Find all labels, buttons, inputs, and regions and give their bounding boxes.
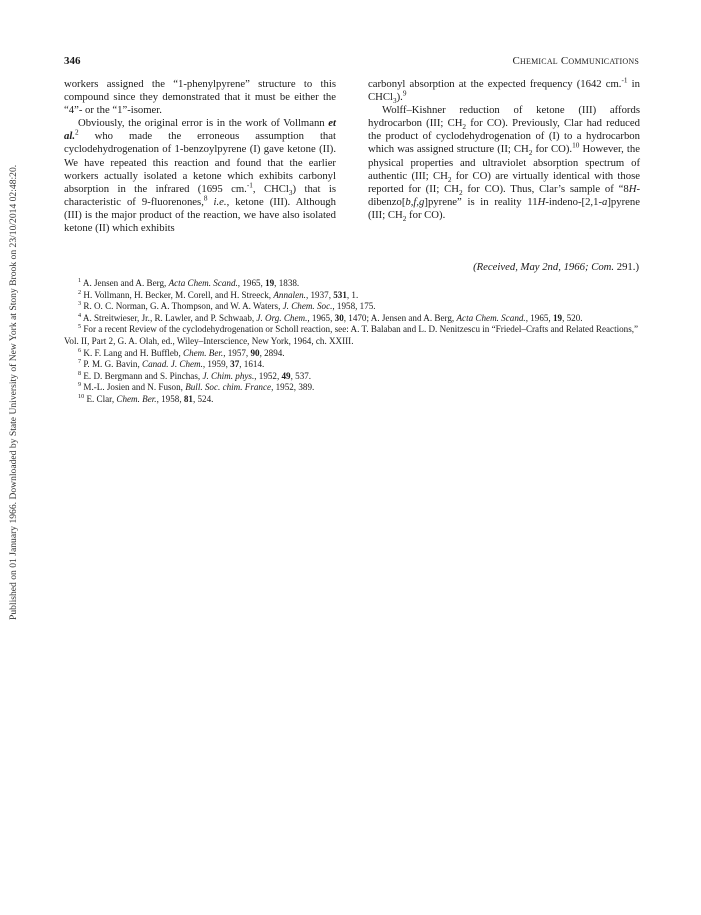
paragraph-text: Obviously, the original error is in the work of Vollmann (78, 117, 329, 130)
reference-pages: , 2894. (259, 347, 285, 358)
superscript: -1 (621, 76, 628, 85)
received-number: 291.) (614, 261, 639, 273)
paragraph-text: for CO). Thus, Clar’s sample of “8 (462, 182, 629, 195)
reference-pages: , 520. (562, 312, 583, 323)
reference-authors: E. Clar, (86, 393, 117, 404)
reference-item (64, 324, 639, 347)
reference-year: , 1965, (237, 278, 266, 288)
received-date (473, 261, 639, 273)
reference-journal: J. Chem. Soc. (282, 301, 333, 312)
reference-pages: 175. (359, 301, 376, 312)
paragraph-text: , CHCl (252, 182, 289, 195)
reference-item (64, 348, 639, 360)
reference-pages: , 1. (346, 289, 359, 300)
paragraph-text: ) that is characteristic of 9-fluorenones, (64, 182, 337, 208)
paragraph-text: who made the erroneous assumption that cyclodehydrogenation of 1-benzoylpyrene (I) gave ketone (II). We have repeated this reaction and found that the earlier workers actually isolated a ketone which exhibits carbonyl absorption in the infrared (1695 cm. (64, 130, 336, 195)
reference-journal: Bull. Soc. chim. France (185, 382, 272, 393)
reference-number: 9 (78, 381, 82, 389)
reference-volume: 81 (183, 393, 193, 404)
reference-pages: , 1614. (239, 359, 265, 370)
reference-authors: K. F. Lang and H. Buffleb, (83, 347, 184, 358)
page-header (64, 55, 639, 71)
reference-number: 8 (78, 369, 82, 377)
download-watermark-text: Published on 01 January 1966. Downloaded by State University of New York at Stony Brook on 23/10/2014 02:48:20. (8, 164, 19, 620)
reference-year: , 1957, (223, 347, 251, 358)
reference-authors: P. M. G. Bavin, (83, 359, 142, 370)
paragraph-text: However, the physical properties and ultraviolet absorption spectrum of authentic (III; CH (368, 143, 640, 182)
reference-year: , 1958, (332, 301, 360, 312)
references-list (64, 278, 639, 406)
reference-journal: Acta Chem. Scand. (456, 312, 526, 323)
paragraph-1 (64, 78, 336, 117)
citation-marker: 10 (572, 141, 580, 150)
subscript: 3 (288, 188, 293, 197)
reference-authors: E. D. Bergmann and S. Pinchas, (83, 370, 203, 381)
reference-authors: M.-L. Josien and N. Fuson, (83, 382, 186, 393)
paragraph-text: ). (396, 91, 403, 104)
paragraph-text: carbonyl absorption at the expected frequency (1642 cm. (368, 78, 622, 90)
page-number: 346 (64, 55, 81, 67)
paragraph-text: Wolff–Kishner reduction of ketone (III) affords hydrocarbon (III; CH (368, 104, 640, 130)
journal-name: Chemical Communications (512, 55, 639, 67)
reference-authors: H. Vollmann, H. Becker, M. Corell, and H. Streeck, (83, 289, 274, 300)
reference-item (64, 301, 639, 313)
citation-marker: 2 (75, 128, 79, 137)
reference-pages: , 524. (192, 393, 214, 404)
subscript: 2 (528, 149, 533, 158)
paragraph-text: in CHCl (368, 78, 640, 104)
reference-authors: R. O. C. Norman, G. A. Thompson, and W. A. Waters, (83, 301, 283, 312)
reference-volume: 19 (265, 278, 275, 288)
et-al: et al. (64, 117, 336, 143)
paragraph-2 (64, 117, 336, 235)
reference-volume: 531 (333, 289, 347, 300)
reference-journal: Canad. J. Chem. (142, 359, 203, 370)
reference-year: , 1937, (305, 289, 334, 300)
reference-authors: A. Streitwieser, Jr., R. Lawler, and P. Schwaab, (82, 312, 257, 323)
reference-volume: 90 (250, 347, 260, 358)
paragraph-text: for CO). (532, 143, 573, 156)
reference-pages: , 537. (290, 370, 312, 381)
italic-text: H (628, 182, 637, 195)
reference-number: 5 (78, 323, 82, 331)
citation-marker: 9 (402, 89, 407, 98)
reference-volume: 49 (281, 370, 291, 381)
reference-item (64, 394, 639, 406)
paragraph-4 (368, 104, 640, 222)
subscript: 2 (462, 123, 467, 132)
superscript: -1 (246, 181, 253, 190)
reference-number: 4 (78, 311, 82, 319)
reference-item (64, 278, 639, 290)
reference-journal: Acta Chem. Scand. (168, 278, 238, 288)
reference-text: For a recent Review of the cyclodehydrogenation or Scholl reaction, see: A. T. Balaban and L. D. Nenitzescu in “Friedel–Crafts and Related Reactions,” Vol. II, Part 2, G. A. Olah, ed., Wiley–Interscience, New York, 1964, ch. XXIII. (64, 324, 639, 346)
reference-number: 3 (78, 300, 82, 308)
reference-journal: J. Org. Chem. (256, 312, 308, 323)
subscript: 2 (458, 188, 463, 197)
reference-pages: , 1838. (274, 278, 300, 288)
reference-journal: Chem. Ber. (116, 393, 157, 404)
italic-text: H (537, 195, 546, 208)
reference-journal: Chem. Ber. (183, 347, 224, 358)
received-text: (Received, May 2nd, 1966; (473, 261, 592, 273)
paragraph-text: -dibenzo[ (368, 182, 640, 208)
reference-year: , 1958, (156, 393, 184, 404)
reference-journal: J. Chim. phys. (202, 370, 255, 381)
reference-volume: 30 (334, 312, 344, 323)
reference-item (64, 313, 639, 325)
subscript: 3 (392, 97, 397, 106)
paragraph-text: ]pyrene” is in reality 11 (424, 195, 538, 208)
reference-pages: 389. (298, 382, 315, 393)
reference-volume: 37 (230, 359, 240, 370)
paragraph-text: -indeno-[2,1- (545, 195, 603, 208)
received-com: Com. (591, 261, 615, 273)
reference-pages: , 1470; A. Jensen and A. Berg, (343, 312, 457, 323)
reference-item (64, 371, 639, 383)
reference-year: , 1965, (307, 312, 335, 323)
reference-item (64, 359, 639, 371)
reference-item (64, 382, 639, 394)
reference-number: 10 (78, 392, 85, 400)
reference-volume: 19 (552, 312, 563, 323)
paragraph-3 (368, 78, 640, 104)
download-watermark (4, 60, 20, 620)
paragraph-text: workers assigned the “1-phenylpyrene” structure to this compound since they demonstrated that it must be either the “4”- or the “1”-isomer. (64, 78, 336, 117)
reference-number: 1 (78, 276, 82, 284)
reference-number: 7 (78, 358, 82, 366)
paragraph-text: for CO) are virtually identical with those reported for (II; CH (368, 169, 640, 195)
reference-journal: Annalen. (273, 289, 306, 300)
reference-number: 2 (78, 288, 82, 296)
reference-year: , 1965, (525, 312, 553, 323)
italic-text: b,f,g (405, 195, 425, 208)
reference-number: 6 (78, 346, 82, 354)
reference-year: , 1959, (202, 359, 231, 370)
paragraph-text: ]pyrene (III; CH (368, 195, 640, 221)
paragraph-text: , ketone (III). Although (III) is the major product of the reaction, we have also isolated ketone (II) which exhibits (64, 195, 336, 235)
right-column (368, 78, 640, 222)
citation-marker: 8 (203, 194, 208, 203)
paragraph-text: for CO). Previously, Clar had reduced the product of cyclodehydrogenation of (I) to a hydrocarbon which was assigned structure (II; CH (368, 117, 640, 156)
paragraph-text: for CO). (406, 208, 446, 221)
reference-year: , 1952, (271, 382, 299, 393)
italic-text: a (602, 195, 608, 208)
reference-year: , 1952, (254, 370, 282, 381)
reference-item (64, 290, 639, 302)
left-column (64, 78, 336, 235)
subscript: 2 (447, 175, 452, 184)
italic-text: i.e. (213, 195, 227, 208)
subscript: 2 (402, 215, 407, 224)
reference-authors: A. Jensen and A. Berg, (82, 278, 169, 288)
